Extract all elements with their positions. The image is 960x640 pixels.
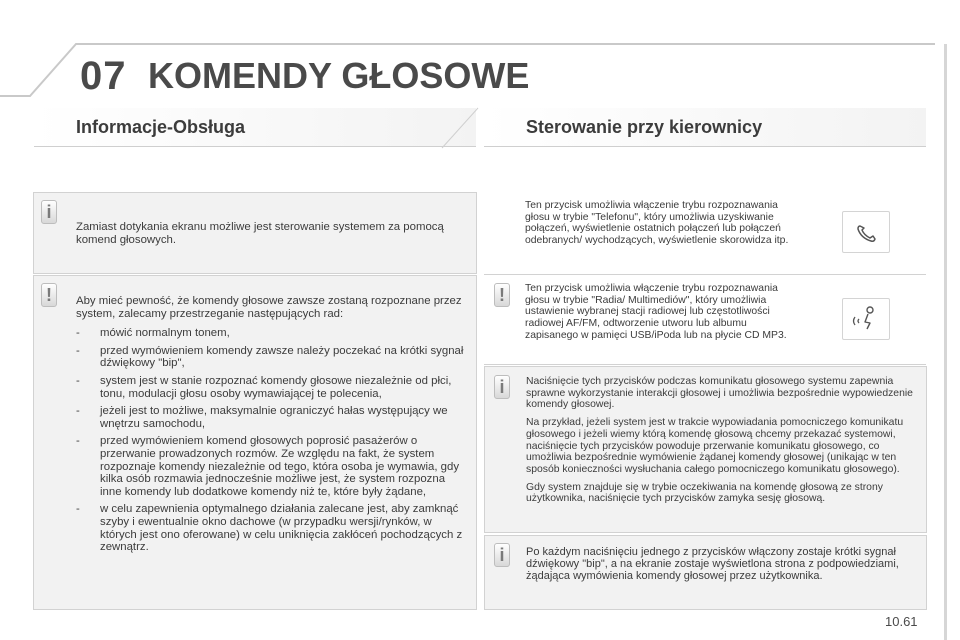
phone-icon <box>843 212 889 252</box>
section-divider <box>484 274 926 275</box>
page-edge-bar <box>944 44 947 640</box>
list-item: - mówić normalnym tonem, <box>76 327 466 340</box>
right-section-header <box>484 108 926 147</box>
right-section-title: Sterowanie przy kierownicy <box>526 117 763 137</box>
left-section-header <box>34 108 476 147</box>
exclamation-icon: ! <box>41 283 57 307</box>
list-item: - system jest w stanie rozpoznać komendy głosowe niezależnie od płci, tonu, modulacji głosu osoby wymawiającej te polecenia, <box>76 375 466 400</box>
info-icon: i <box>494 375 510 399</box>
info-note-panel <box>33 192 477 274</box>
beep-note-text: Po każdym naciśnięciu jednego z przycisków włączony zostaje krótki sygnał dźwiękowy "bip", a na ekranie zostaje wyświetlona strona z podpowiedziami, żądająca wymówienia komendy głosowej przez użytkownika. <box>526 546 899 583</box>
left-section-title: Informacje-Obsługa <box>76 117 246 137</box>
beep-note-panel <box>484 535 927 610</box>
page-number: 10.61 <box>885 614 918 629</box>
interrupt-paragraph: Naciśnięcie tych przycisków podczas komunikatu głosowego systemu zapewnia sprawne wykorzystanie interakcji głosowej i umożliwia bezpośrednie wypowiedzenie komendy głosowej. <box>526 376 913 411</box>
page-title: KOMENDY GŁOSOWE <box>148 55 530 96</box>
warning-note-panel <box>33 275 477 610</box>
warning-intro: Aby mieć pewność, że komendy głosowe zawsze zostaną rozpoznane przez system, zalecamy przestrzeganie następujących rad: <box>76 295 462 320</box>
section-divider <box>484 364 926 365</box>
exclamation-icon: ! <box>494 283 510 307</box>
interrupt-paragraph: Gdy system znajduje się w trybie oczekiwania na komendę głosową ze strony użytkownika, naciśnięcie tych przycisków zamyka sesję głosową. <box>526 481 883 505</box>
info-icon: i <box>41 200 57 224</box>
phone-button-description: Ten przycisk umożliwia włączenie trybu rozpoznawania głosu w trybie "Telefonu", który umożliwia uzyskiwanie połączeń, wyświetlenie ostatnich połączeń lub połączeń odebranych/ wychodzących, wyświetlenie skorowidza itp. <box>525 200 789 247</box>
list-item: - jeżeli jest to możliwe, maksymalnie ograniczyć hałas występujący we wnętrzu samochodu, <box>76 405 466 430</box>
interrupt-note-text <box>526 376 916 511</box>
warning-note-text <box>76 295 466 559</box>
info-note-text: Zamiast dotykania ekranu możliwe jest sterowanie systemem za pomocą komend głosowych. <box>76 221 444 246</box>
voice-button-description: Ten przycisk umożliwia włączenie trybu rozpoznawania głosu w trybie "Radia/ Multimediów", który umożliwia ustawienie wybranej stacji radiowej lub częstotliwości radiowej AF/FM, odtworzenie utworu lub albumu zapisanego w pamięci USB/iPoda lub na płycie CD MP3. <box>525 283 787 341</box>
list-item: - w celu zapewnienia optymalnego działania zalecane jest, aby zamknąć szyby i ewentualnie okno dachowe (w przypadku wersji/rynków, w których jest ono oferowane) w celu uniknięcia zakłóceń pochodzących z zewnątrz. <box>76 503 466 553</box>
interrupt-note-panel <box>484 366 927 533</box>
list-item: - przed wymówieniem komend głosowych poprosić pasażerów o przerwanie prowadzonych rozmów. Ze względu na fakt, że system rozpoznaje komendy niezależnie od tego, która osoba je wymawia, gdy kilka osób rozmawia jednocześnie możliwe jest, że system rozpozna inne komendy lub dodatkowe komendy niż te, które były żądane, <box>76 435 466 498</box>
phone-button[interactable] <box>842 211 890 253</box>
voice-command-icon <box>843 299 889 339</box>
chapter-number: 07 <box>80 54 127 98</box>
left-header-slash <box>440 104 480 150</box>
tips-list <box>76 327 466 554</box>
voice-command-button[interactable] <box>842 298 890 340</box>
interrupt-paragraph: Na przykład, jeżeli system jest w trakcie wypowiadania pomocniczego komunikatu głosowego i jeżeli wiemy którą komendę głosową chcemy przekazać systemowi, naciśnięcie tych przycisków powoduje przerwanie komunikatu głosowego, co umożliwia bezpośrednie wymówienie żądanej komendy głosowej (unikając w ten sposób konieczności wysłuchania całego pomocniczego komunikatu głosowego). <box>526 417 904 475</box>
info-icon: i <box>494 543 510 567</box>
list-item: - przed wymówieniem komendy zawsze należy poczekać na krótki sygnał dźwiękowy "bip", <box>76 345 466 370</box>
